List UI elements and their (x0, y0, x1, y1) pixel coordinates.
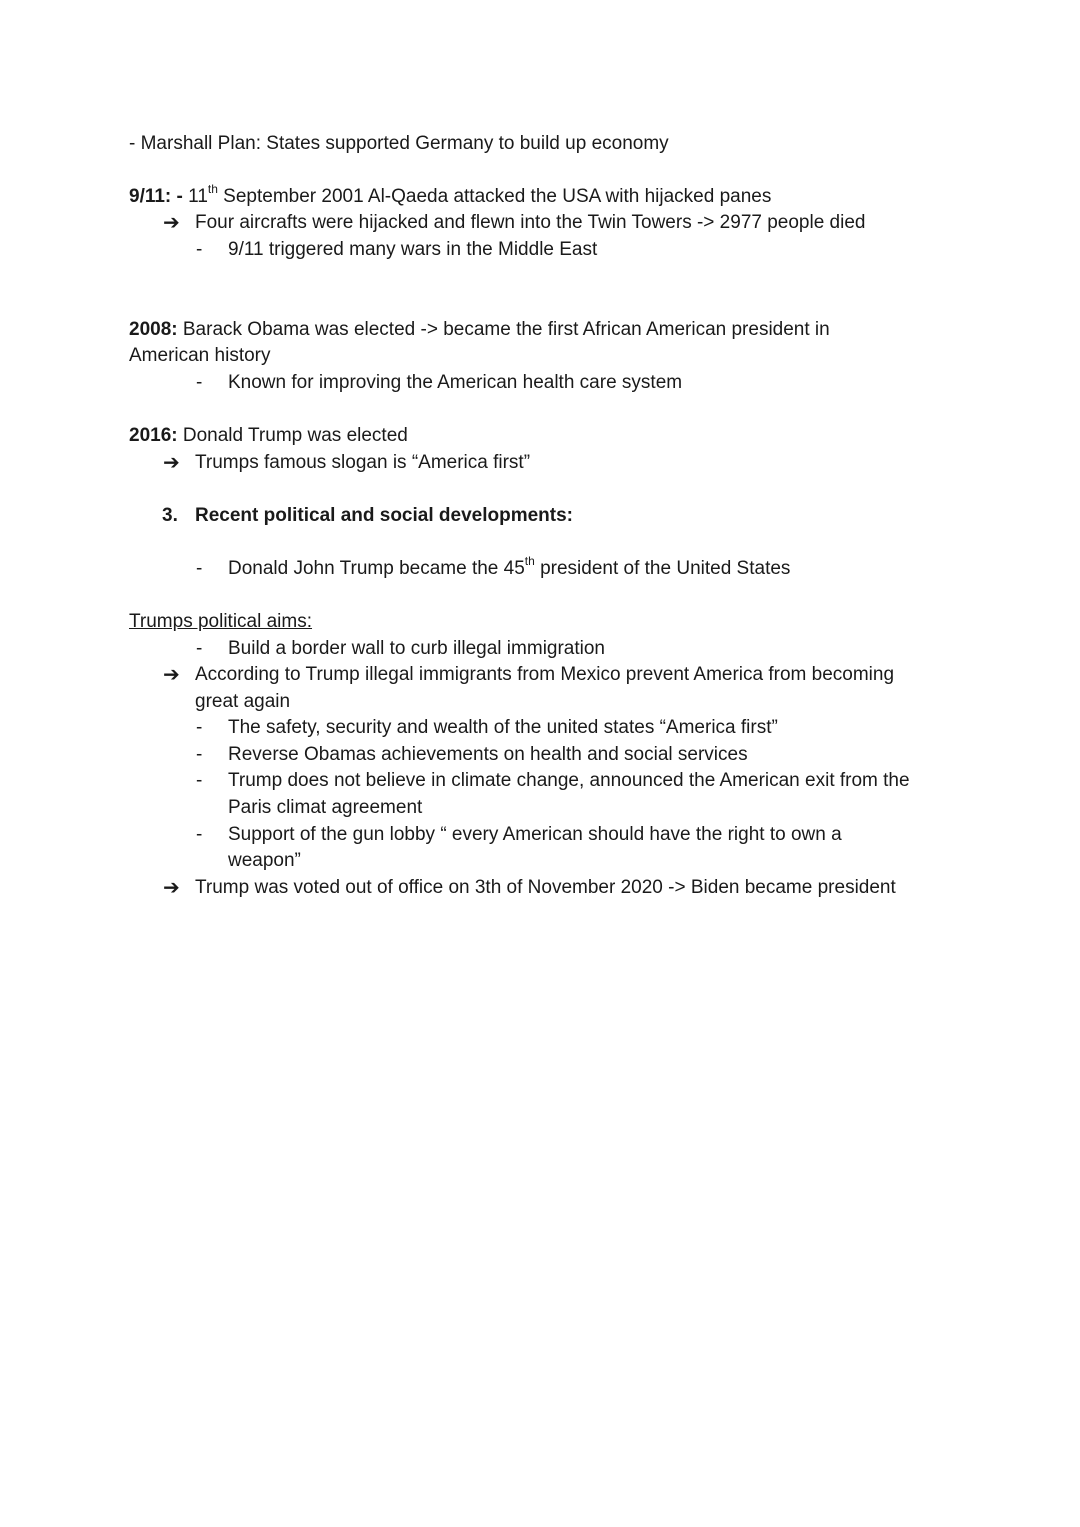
nine-eleven-line (129, 181, 772, 210)
aims-arrow-1-line-1: According to Trump illegal immigrants from Mexico prevent America from becoming (195, 664, 895, 685)
nine-eleven-arrow-item: Four aircrafts were hijacked and flewn into the Twin Towers -> 2977 people died (195, 212, 866, 233)
arrow-icon: ➔ (163, 452, 180, 474)
dash-bullet: - (196, 558, 203, 579)
aims-item-4-line-1: Trump does not believe in climate change, announced the American exit from the (228, 770, 910, 791)
trump-2016-label: 2016: (129, 425, 178, 446)
dash-bullet: - (196, 638, 203, 659)
section-3-title: Recent political and social developments: (195, 505, 573, 526)
aims-item-1: Build a border wall to curb illegal immigration (228, 638, 606, 659)
nine-eleven-text: September 2001 Al-Qaeda attacked the USA with hijacked panes (217, 186, 772, 207)
section-3-item-post: president of the United States (534, 558, 791, 579)
dash-bullet: - (196, 824, 203, 845)
aims-arrow-2: Trump was voted out of office on 3th of November 2020 -> Biden became president (195, 877, 896, 898)
aims-item-4-line-2: Paris climat agreement (228, 797, 423, 818)
section-3-dash-item (228, 553, 791, 582)
trump-2016-arrow-item: Trumps famous slogan is “America first” (195, 452, 531, 473)
arrow-icon: ➔ (163, 212, 180, 234)
nine-eleven-dash-item: 9/11 triggered many wars in the Middle East (228, 239, 598, 260)
nine-eleven-day-suffix: th (207, 181, 218, 196)
dash-bullet: - (196, 770, 203, 791)
aims-heading: Trumps political aims: (129, 611, 313, 632)
dash-bullet: - (196, 717, 203, 738)
dash-bullet: - (196, 239, 203, 260)
aims-item-5-line-2: weapon” (228, 850, 301, 871)
trump-2016-text: Donald Trump was elected (177, 425, 408, 446)
nine-eleven-label: 9/11: - (129, 186, 189, 207)
aims-item-3: Reverse Obamas achievements on health and social services (228, 744, 748, 765)
dash-bullet: - (196, 372, 203, 393)
obama-text: Barack Obama was elected -> became the first African American president in (177, 319, 830, 340)
trump-2016-line (129, 423, 408, 449)
arrow-icon: ➔ (163, 877, 180, 899)
aims-item-5-line-1: Support of the gun lobby “ every American should have the right to own a (228, 824, 842, 845)
obama-line (129, 317, 830, 343)
obama-line-cont: American history (129, 345, 271, 366)
aims-item-2: The safety, security and wealth of the united states “America first” (228, 717, 778, 738)
dash-bullet: - (196, 744, 203, 765)
aims-arrow-1-line-2: great again (195, 691, 291, 712)
section-3-item-sup: th (524, 553, 535, 568)
marshall-plan-line: - Marshall Plan: States supported Germany to build up economy (129, 133, 669, 154)
obama-dash-item: Known for improving the American health care system (228, 372, 683, 393)
section-3-item-pre: Donald John Trump became the 45 (228, 558, 525, 579)
nine-eleven-day: 11 (188, 186, 208, 207)
obama-label: 2008: (129, 319, 178, 340)
arrow-icon: ➔ (163, 664, 180, 686)
section-3-number: 3. (162, 505, 178, 526)
